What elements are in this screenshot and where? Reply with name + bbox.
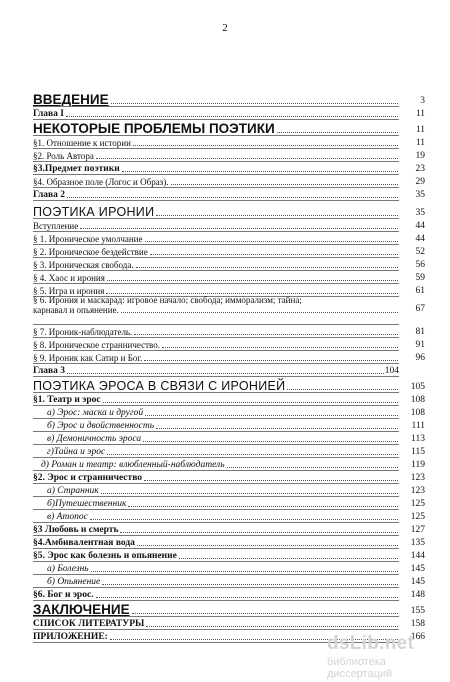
toc-entry-title: г)Тайна и эрос xyxy=(47,446,106,457)
toc-page-number: 3 xyxy=(420,95,425,106)
toc-entry-s3-5a xyxy=(33,561,425,574)
toc-entry-title: д) Роман и театр: влюбленный-наблюдатель xyxy=(41,459,225,470)
toc-entry-title: ПОЭТИКА ИРОНИИ xyxy=(33,204,155,219)
toc-entry-title: ВВЕДЕНИЕ xyxy=(33,91,109,107)
toc-entry-title: §1. Театр и эрос xyxy=(33,394,101,405)
toc-entry-ch2-title xyxy=(33,202,425,219)
toc-entry-s2-1 xyxy=(33,231,425,244)
toc-page-number: 104 xyxy=(384,365,399,376)
toc-page-number: 19 xyxy=(415,150,425,161)
toc-entry-title: в) Атопос xyxy=(47,511,88,522)
dot-leader xyxy=(179,558,398,559)
dot-leader xyxy=(162,347,398,348)
toc-entry-title: ПРИЛОЖЕНИЕ: xyxy=(33,631,108,642)
toc-page-number: 11 xyxy=(415,137,425,148)
toc-page-number: 105 xyxy=(410,381,425,392)
dot-leader xyxy=(150,254,398,255)
dot-leader xyxy=(103,402,398,403)
toc-page-number: 56 xyxy=(415,259,425,270)
toc-entry-title: Глава I xyxy=(33,108,65,119)
toc-page-number: 23 xyxy=(415,163,425,174)
toc-entry-s1-2 xyxy=(33,148,425,161)
dot-leader xyxy=(107,280,398,281)
toc-page-number: 145 xyxy=(410,563,425,574)
toc-entry-title: §4. Образное поле (Логос и Образ). xyxy=(33,177,169,187)
toc-entry-s2-intro xyxy=(33,218,425,231)
dot-leader xyxy=(134,334,398,335)
toc-page-number: 96 xyxy=(415,352,425,363)
toc-entry-title: НЕКОТОРЫЕ ПРОБЛЕМЫ ПОЭТИКИ xyxy=(33,120,275,136)
toc-entry-s3-3 xyxy=(33,522,425,535)
dot-leader xyxy=(128,506,398,507)
page-number: 2 xyxy=(222,22,228,34)
dot-leader xyxy=(121,312,398,313)
toc-entry-s3-1 xyxy=(33,392,425,405)
toc-entry-title: §2. Роль Автора xyxy=(33,151,94,161)
toc-entry-title: в) Демоничность эроса xyxy=(47,433,142,444)
dot-leader xyxy=(96,597,398,598)
dot-leader xyxy=(133,145,398,146)
toc-entry-s3-1c xyxy=(33,431,425,444)
toc-entry-s3-1e xyxy=(33,457,425,470)
toc-page-number: 11 xyxy=(415,108,425,119)
toc-entry-s3-5b xyxy=(33,574,425,587)
dot-leader xyxy=(107,454,398,455)
toc-entry-title: ПОЭТИКА ЭРОСА В СВЯЗИ С ИРОНИЕЙ xyxy=(33,378,286,393)
toc-entry-title: б) Эрос и двойственность xyxy=(47,420,155,431)
toc-page-number: 135 xyxy=(410,537,425,548)
toc-entry-title: § 4. Хаос и ирония xyxy=(33,273,105,283)
dot-leader xyxy=(80,228,398,229)
dot-leader xyxy=(277,132,398,133)
toc-entry-s2-7 xyxy=(33,324,425,337)
dot-leader xyxy=(146,626,398,627)
toc-entry-s3-1a xyxy=(33,405,425,418)
dot-leader xyxy=(156,215,398,216)
toc-page-number: 108 xyxy=(410,407,425,418)
dot-leader xyxy=(91,571,398,572)
dot-leader xyxy=(96,158,398,159)
toc-entry-title: ЗАКЛЮЧЕНИЕ xyxy=(33,601,130,617)
toc-entry-ch2-label xyxy=(33,187,425,200)
toc-page-number: 44 xyxy=(415,220,425,231)
toc-page-number: 59 xyxy=(415,272,425,283)
toc-entry-title-cont: карнавал и опьянение. xyxy=(33,304,119,315)
toc-page-number: 144 xyxy=(410,550,425,561)
toc-entry-s3-2c xyxy=(33,509,425,522)
dot-leader xyxy=(145,415,398,416)
toc-entry-s2-9 xyxy=(33,350,425,363)
watermark-subtitle: библиотека диссертаций xyxy=(327,656,393,680)
toc-page-number: 44 xyxy=(415,233,425,244)
toc-entry-title: § 3. Ироническая свобода. xyxy=(33,260,134,270)
toc-entry-title: Вступление xyxy=(33,221,79,231)
toc-entry-s2-4 xyxy=(33,270,425,283)
toc-entry-title: б)Путешественник xyxy=(47,498,127,509)
toc-entry-title: §4.Амбивалентная вода xyxy=(33,537,135,548)
toc-page-number: 123 xyxy=(410,472,425,483)
dot-leader xyxy=(111,103,398,104)
toc-page-number: 119 xyxy=(411,459,425,470)
toc-entry-title: § 1. Ироническое умолчание xyxy=(33,234,143,244)
toc-page-number: 125 xyxy=(410,511,425,522)
toc-page-number: 35 xyxy=(415,207,425,218)
toc-page-number: 108 xyxy=(410,394,425,405)
dot-leader xyxy=(137,545,398,546)
toc-entry-title: §3 Любовь и смерть xyxy=(33,524,119,535)
toc-page-number: 127 xyxy=(410,524,425,535)
dot-leader xyxy=(227,467,398,468)
dot-leader xyxy=(287,389,398,390)
toc-page-number: 111 xyxy=(411,420,425,431)
toc-entry-s3-2b xyxy=(33,496,425,509)
toc-entry-ch1-label xyxy=(33,106,425,119)
toc-page-number: 125 xyxy=(410,498,425,509)
toc-entry-s3-2 xyxy=(33,470,425,483)
toc-entry-s2-8 xyxy=(33,337,425,350)
toc-entry-title: а) Болезнь xyxy=(47,563,89,574)
toc-page-number: 81 xyxy=(415,326,425,337)
toc-entry-title: Глава 3 xyxy=(33,365,66,376)
toc-entry-title: §2. Эрос и странничество xyxy=(33,472,143,483)
dot-leader xyxy=(156,428,398,429)
toc-page-number: 11 xyxy=(415,124,425,135)
toc-entry-title: Глава 2 xyxy=(33,189,66,200)
dot-leader xyxy=(120,532,398,533)
toc-entry-title: § 7. Ироник-наблюдатель. xyxy=(33,327,133,337)
toc-entry-s3-1d xyxy=(33,444,425,457)
toc-entry-ch1-title xyxy=(33,119,425,136)
toc-entry-s1-4 xyxy=(33,174,425,187)
dot-leader xyxy=(143,441,398,442)
toc-entry-title: § 2. Ироническое бездействие xyxy=(33,247,148,257)
dot-leader xyxy=(145,241,399,242)
toc-entry-s2-6 xyxy=(33,295,425,324)
dot-leader xyxy=(132,613,398,614)
toc-page-number: 148 xyxy=(410,589,425,600)
toc-entry-title: § 8. Ироническое странничество. xyxy=(33,340,160,350)
dot-leader xyxy=(102,584,398,585)
toc-entry-conclusion xyxy=(33,600,425,617)
toc-entry-s1-3 xyxy=(33,161,425,174)
watermark-logo xyxy=(327,633,450,680)
toc-entry-s2-2 xyxy=(33,244,425,257)
toc-page-number: 123 xyxy=(410,485,425,496)
dot-leader xyxy=(66,116,398,117)
toc-page-number: 67 xyxy=(415,304,425,315)
toc-page-number: 158 xyxy=(410,618,425,629)
toc-page-number: 35 xyxy=(415,189,425,200)
dot-leader xyxy=(122,171,398,172)
toc-page-number: 155 xyxy=(410,605,425,616)
toc-entry-s2-3 xyxy=(33,257,425,270)
toc-page-number: 145 xyxy=(410,576,425,587)
toc-entry-title: §5. Эрос как болезнь и опьянение xyxy=(33,550,177,561)
table-of-contents xyxy=(33,83,425,642)
toc-entry-bibliography xyxy=(33,616,425,629)
dot-leader xyxy=(67,197,398,198)
watermark-brand: dsLib.net xyxy=(327,633,415,654)
dot-leader xyxy=(171,184,399,185)
toc-entry-title: а) Эрос: маска и другой xyxy=(47,407,144,418)
toc-page-number: 166 xyxy=(410,631,425,642)
toc-entry-title: § 9. Ироник как Сатир и Бог. xyxy=(33,353,143,363)
toc-page-number: 113 xyxy=(411,433,425,444)
toc-page-number: 91 xyxy=(415,339,425,350)
toc-entry-ch3-label xyxy=(33,363,399,376)
toc-entry-s3-2a xyxy=(33,483,425,496)
dot-leader xyxy=(144,480,398,481)
toc-entry-s1-1 xyxy=(33,135,425,148)
toc-entry-title: §6. Бог и эрос. xyxy=(33,589,94,600)
toc-entry-s3-4 xyxy=(33,535,425,548)
dot-leader xyxy=(67,373,384,374)
toc-entry-title: а) Странник xyxy=(47,485,99,496)
toc-entry-title: §1. Отношение к истории xyxy=(33,138,131,148)
toc-page-number: 29 xyxy=(415,176,425,187)
toc-entry-title: §3.Предмет поэтики xyxy=(33,163,120,174)
toc-entry-title: СПИСОК ЛИТЕРАТУРЫ xyxy=(33,618,145,629)
dot-leader xyxy=(90,519,398,520)
toc-entry-title: б) Опьянение xyxy=(47,576,101,587)
toc-entry-title: § 5. Игра и ирония xyxy=(33,286,105,296)
toc-entry-title: § 6. Ирония и маскарад: игровое начало; свобода; имморализм; тайна; xyxy=(33,295,302,305)
toc-entry-ch3-title xyxy=(33,376,425,393)
toc-entry-s3-1b xyxy=(33,418,425,431)
dot-leader xyxy=(106,293,398,294)
toc-page-number: 61 xyxy=(415,285,425,296)
dot-leader xyxy=(136,267,398,268)
toc-entry-s3-5 xyxy=(33,548,425,561)
toc-entry-vvedenie xyxy=(33,90,425,107)
toc-page-number: 52 xyxy=(415,246,425,257)
toc-entry-s3-6 xyxy=(33,587,425,600)
dot-leader xyxy=(101,493,398,494)
toc-page-number: 115 xyxy=(411,446,425,457)
dot-leader xyxy=(144,360,398,361)
